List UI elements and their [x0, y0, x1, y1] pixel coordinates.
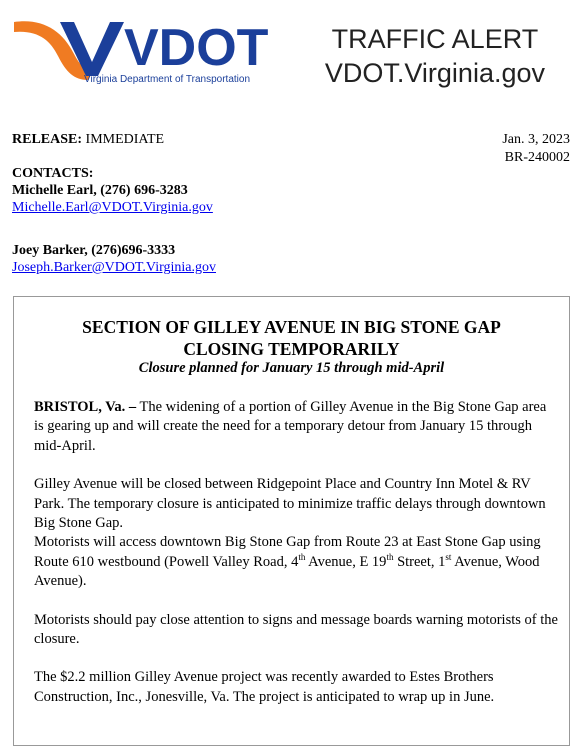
headline	[14, 316, 569, 360]
logo-wordmark: VDOT	[124, 19, 269, 77]
subheadline: Closure planned for January 15 through mid-April	[138, 360, 445, 376]
release-meta	[502, 131, 570, 167]
paragraph: Motorists should pay close attention to signs and message boards warning motorists of the closure.	[34, 611, 558, 648]
paragraph	[34, 398, 559, 456]
contacts-label: CONTACTS:	[12, 166, 94, 181]
headline-line-1: SECTION OF GILLEY AVENUE IN BIG STONE GAP	[82, 317, 501, 337]
vdot-logo	[12, 10, 270, 88]
dateline: BRISTOL, Va. –	[34, 399, 137, 415]
release-id: BR-240002	[504, 150, 570, 165]
alert-header	[325, 22, 545, 90]
contact-email-link[interactable]: Joseph.Barker@VDOT.Virginia.gov	[12, 260, 216, 275]
contact-name: Joey Barker, (276)696-3333	[12, 243, 176, 258]
paragraph-text: Avenue, E 19	[305, 553, 387, 570]
paragraph-text: The widening of a portion of Gilley Avenue in the Big Stone Gap area is gearing up and will create the need for a temporary detour from January 15 through mid-April.	[34, 399, 547, 454]
paragraph: The $2.2 million Gilley Avenue project was recently awarded to Estes Brothers Construction, Inc., Jonesville, Va. The project is anticipated to wrap up in June.	[34, 669, 495, 705]
release-label: RELEASE:	[12, 132, 83, 147]
alert-site: VDOT.Virginia.gov	[324, 58, 545, 88]
paragraph-text: Motorists will access downtown Big Stone Gap from Route 23 at East Stone Gap using Route 610 westbound (Powell Valley Road, 4	[34, 534, 541, 570]
contact-email-link[interactable]: Michelle.Earl@VDOT.Virginia.gov	[12, 200, 213, 215]
alert-title: TRAFFIC ALERT	[331, 24, 539, 54]
release-contacts	[12, 131, 216, 276]
press-release-box	[13, 296, 570, 746]
contact-name: Michelle Earl, (276) 696-3283	[12, 183, 188, 198]
release-body	[34, 398, 559, 707]
ordinal-suffix: st	[445, 551, 452, 562]
release-value: IMMEDIATE	[85, 132, 165, 147]
ordinal-suffix: th	[298, 551, 306, 562]
paragraph: Gilley Avenue will be closed between Ridgepoint Place and Country Inn Motel & RV Park. The temporary closure is anticipated to minimize traffic delays through downtown Big Stone Gap.	[34, 476, 546, 532]
paragraph-text: Avenue, Wood Avenue).	[34, 553, 540, 590]
paragraph	[34, 533, 559, 591]
release-line	[12, 131, 216, 148]
headline-line-2: CLOSING TEMPORARILY	[183, 339, 400, 359]
logo-tagline: Virginia Department of Transportation	[84, 74, 251, 85]
paragraph-text: Street, 1	[393, 553, 446, 570]
release-date: Jan. 3, 2023	[502, 132, 570, 147]
ordinal-suffix: th	[386, 551, 394, 562]
